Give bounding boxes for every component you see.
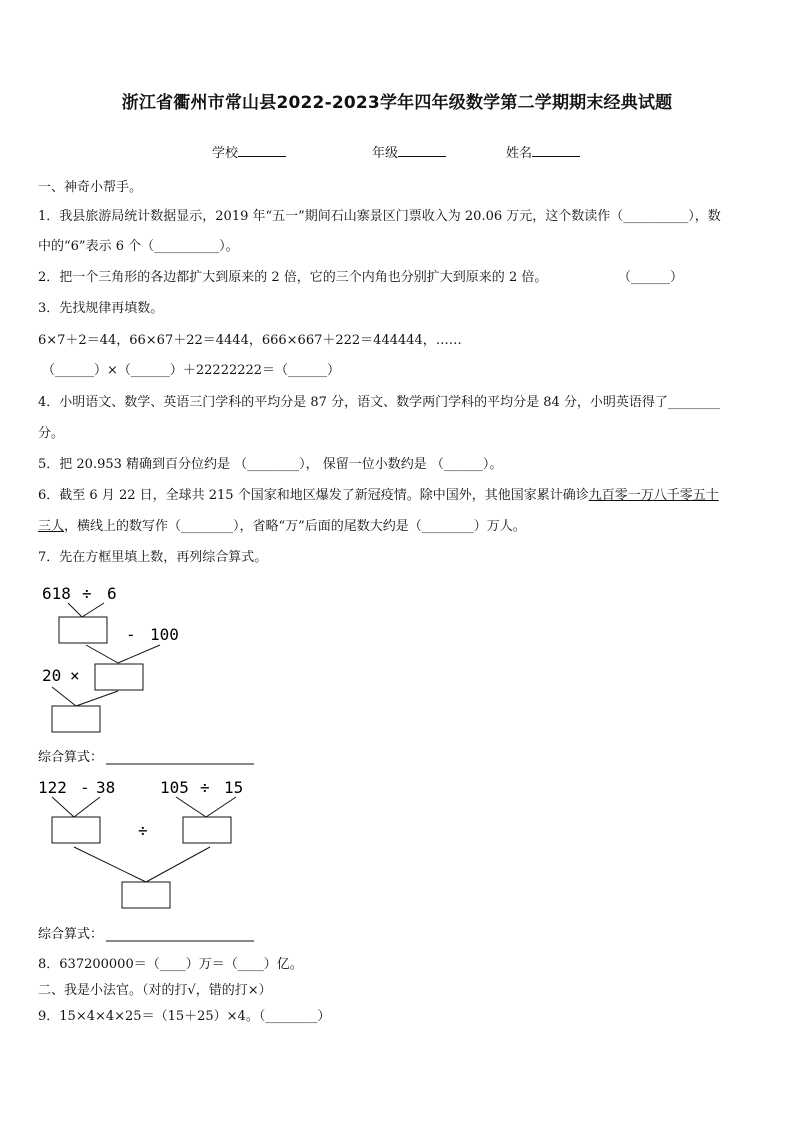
name-blank[interactable] [532,143,580,157]
question-6-line-1 [38,487,719,505]
q4-blank[interactable]: ________ [667,395,720,410]
d2-answer-box-1[interactable] [52,817,100,843]
d2-connector-c-left [74,847,146,882]
d2-connector-a-right [74,797,100,817]
q6-text-a: 6．截至 6 月 22 日，全球共 215 个国家和地区爆发了新冠疫情。除中国外，其他国家累计确诊 [38,488,589,503]
q1-text-b: ），数 [688,209,721,224]
d2-num-122: 122 [38,778,67,797]
d2-connector-b-left [176,797,206,817]
q7-diagrams [0,575,794,955]
question-3: 3．先找规律再填数。 [38,301,164,316]
section-heading-2: 二、我是小法官。（对的打√，错的打×） [38,983,272,998]
d2-connector-b-right [206,797,236,817]
name-field[interactable] [506,142,580,161]
section-heading-1: 一、神奇小帮手。 [38,180,143,195]
d1-num-6: 6 [107,584,117,603]
d2-answer-box-3[interactable] [122,882,170,908]
d2-num-15: 15 [224,778,244,797]
d2-formula-label: 综合算式： [38,927,104,942]
d1-connector-3-right [76,691,118,706]
school-blank[interactable] [238,143,286,157]
question-8: 8．637200000＝（____）万＝（____）亿。 [38,957,303,972]
question-1-line-1 [38,208,721,226]
grade-label: 年级 [372,146,399,161]
d2-num-105: 105 [160,778,189,797]
page-title: 浙江省衢州市常山县2022-2023学年四年级数学第二学期期末经典试题 [121,93,673,113]
d1-times-sign: × [70,666,80,685]
d1-answer-box-1[interactable] [59,617,107,643]
question-4-line-1 [38,394,720,412]
question-7: 7．先在方框里填上数，再列综合算式。 [38,550,268,565]
q6-underlined-number-a: 九百零一万八千零五十 [588,488,719,503]
q6-underlined-number-b: 三人 [38,519,65,534]
d2-div-sign: ÷ [200,778,210,797]
d1-answer-box-3[interactable] [52,706,100,732]
d2-num-38: 38 [96,778,116,797]
question-2: 2．把一个三角形的各边都扩大到原来的 2 倍，它的三个内角也分别扩大到原来的 2 倍。 [38,270,548,285]
d1-formula-label: 综合算式： [38,750,104,765]
grade-field[interactable] [372,142,446,161]
question-5: 5．把 20.953 精确到百分位约是 （________）， 保留一位小数约是 （______）。 [38,457,503,472]
q1-text-c: 中的“6”表示 6 个（ [38,239,155,254]
d2-connector-c-right [146,847,210,882]
d1-connector-3-left [52,687,76,706]
d2-minus-sign: - [80,778,90,797]
name-label: 姓名 [506,146,533,161]
question-1-line-2 [38,238,239,256]
d1-div-sign: ÷ [82,584,92,603]
d1-num-618: 618 [42,584,71,603]
question-4-line-2: 分。 [38,426,65,441]
q1-blank-2[interactable]: __________ [154,239,220,254]
d1-connector-left [68,603,82,617]
q3-fill-blanks[interactable]: （______）×（______）＋22222222＝（______） [42,363,341,378]
q2-answer-blank[interactable]: （______） [618,270,684,285]
d2-answer-box-2[interactable] [183,817,231,843]
question-6-line-2 [38,518,526,536]
d1-num-20: 20 [42,666,62,685]
grade-blank[interactable] [398,143,446,157]
q1-text-a: 1．我县旅游局统计数据显示，2019 年“五一”期间石山寨景区门票收入为 20.06 万元，这个数读作（ [38,209,624,224]
q1-text-d: ）。 [219,239,239,254]
q1-blank-1[interactable]: __________ [623,209,689,224]
school-label: 学校 [212,146,239,161]
q3-pattern: 6×7＋2＝44，66×67＋22＝4444，666×667＋222＝444444，…… [38,333,462,348]
d1-connector-right [82,603,104,617]
q6-text-b: ，横线上的数写作（________），省略“万”后面的尾数大约是（________）万人。 [64,519,526,534]
d1-connector-2-left [86,645,118,663]
question-9: 9．15×4×4×25＝（15＋25）×4。（________） [38,1009,331,1024]
school-field[interactable] [212,142,286,161]
d2-connector-a-left [52,797,74,817]
d1-minus-sign: - [126,625,136,644]
d1-answer-box-2[interactable] [95,664,143,690]
d1-connector-2-right [118,645,160,663]
d1-num-100: 100 [150,625,179,644]
q4-text: 4．小明语文、数学、英语三门学科的平均分是 87 分，语文、数学两门学科的平均分是 84 分，小明英语得了 [38,395,668,410]
d2-mid-div-sign: ÷ [138,821,148,840]
